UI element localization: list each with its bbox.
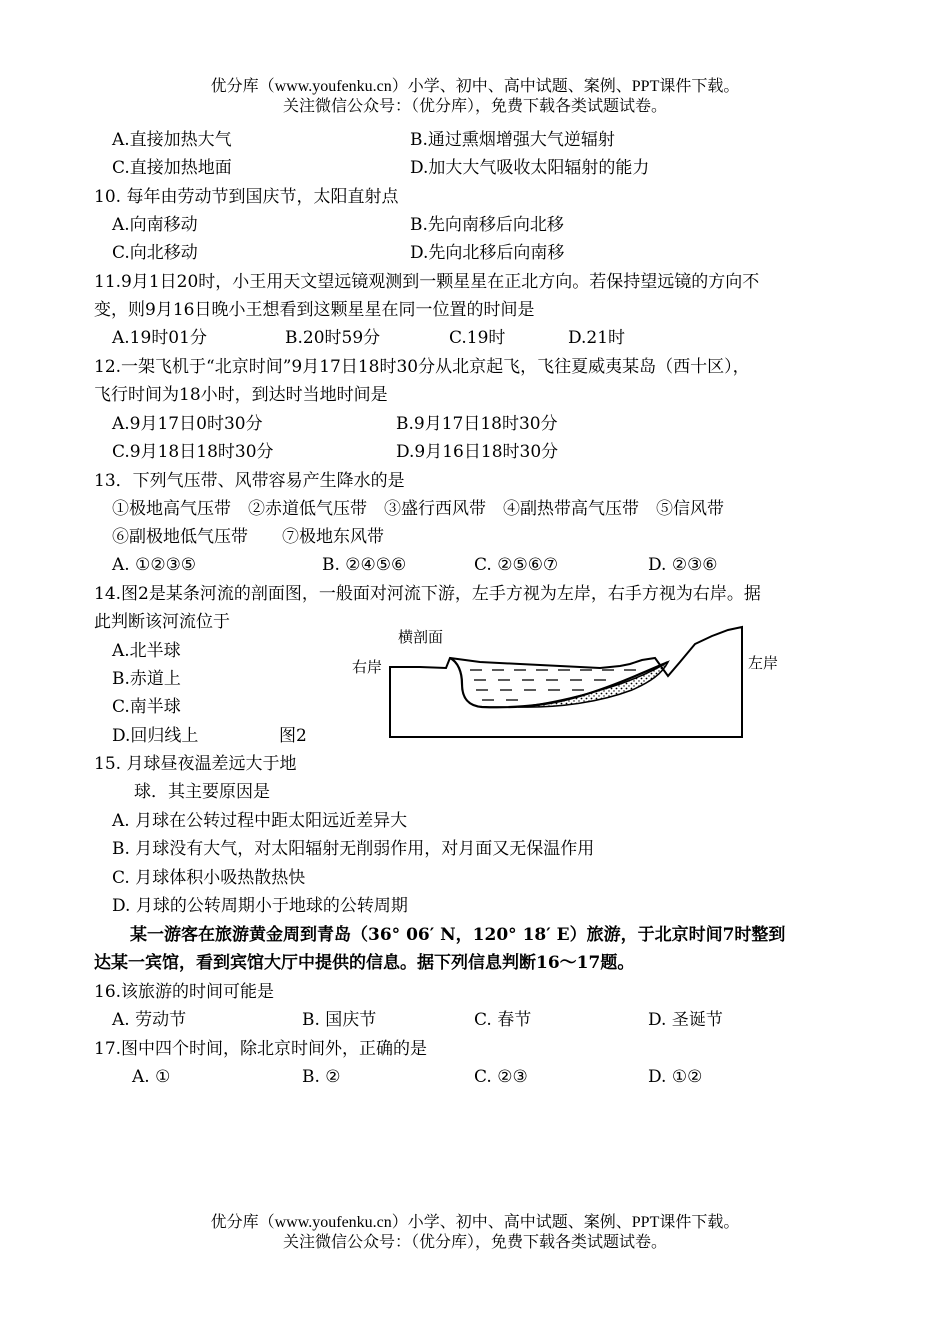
q14-option-b: B.赤道上 — [112, 669, 181, 689]
q11-stem-line-2: 变，则9月16日晚小王想看到这颗星星在同一位置的时间是 — [94, 300, 535, 320]
q11-option-d: D.21时 — [568, 328, 626, 348]
q10-stem: 10. 每年由劳动节到国庆节，太阳直射点 — [94, 187, 399, 207]
q9-option-d: D.加大大气吸收太阳辐射的能力 — [410, 158, 650, 178]
q11-option-b: B.20时59分 — [285, 328, 381, 348]
q13-option-a: A. ①②③⑤ — [112, 555, 197, 575]
footer-line-2: 关注微信公众号：（优分库），免费下载各类试题试卷。 — [282, 1234, 667, 1251]
q15-option-d: D. 月球的公转周期小于地球的公转周期 — [112, 896, 408, 916]
q12-stem-line-2: 飞行时间为18小时，到达时当地时间是 — [94, 385, 388, 405]
q14-figure-label: 图2 — [279, 726, 307, 746]
q12-option-c: C.9月18日18时30分 — [112, 442, 274, 462]
q13-items-line-1: ①极地高气压带 ②赤道低气压带 ③盛行西风带 ④副热带高气压带 ⑤信风带 — [112, 499, 724, 519]
q11-option-c: C.19时 — [449, 328, 506, 348]
left-bank-label: 左岸 — [748, 654, 779, 672]
q16-option-b: B. 国庆节 — [302, 1010, 377, 1030]
q9-option-a: A.直接加热大气 — [112, 130, 232, 150]
sediment-deposit — [518, 662, 668, 707]
q12-option-a: A.9月17日0时30分 — [112, 414, 263, 434]
section-label: 横剖面 — [398, 628, 444, 646]
q17-option-d: D. ①② — [648, 1067, 703, 1087]
passage-line-2: 达某一宾馆，看到宾馆大厅中提供的信息。据下列信息判断16～17题。 — [94, 953, 635, 973]
q9-option-c: C.直接加热地面 — [112, 158, 232, 178]
q14-stem-line-2: 此判断该河流位于 — [94, 612, 230, 632]
q14-option-a: A.北半球 — [112, 641, 181, 661]
q16-stem: 16.该旅游的时间可能是 — [94, 982, 275, 1002]
q10-option-b: B.先向南移后向北移 — [410, 215, 564, 235]
q14-stem-line-1: 14.图2是某条河流的剖面图，一般面对河流下游，左手方视为左岸，右手方视为右岸。据 — [94, 584, 761, 604]
q11-stem-line-1: 11.9月1日20时，小王用天文望远镜观测到一颗星星在正北方向。若保持望远镜的方向不 — [94, 272, 760, 292]
q15-option-c: C. 月球体积小吸热散热快 — [112, 868, 306, 888]
q10-option-c: C.向北移动 — [112, 243, 198, 263]
q16-option-c: C. 春节 — [474, 1010, 532, 1030]
q13-stem: 13．下列气压带、风带容易产生降水的是 — [94, 471, 405, 491]
q16-option-a: A. 劳动节 — [112, 1010, 187, 1030]
right-bank-label: 右岸 — [352, 658, 383, 676]
q17-stem: 17.图中四个时间，除北京时间外，正确的是 — [94, 1039, 428, 1059]
q15-stem-line-1: 15. 月球昼夜温差远大于地 — [94, 754, 297, 774]
q17-option-c: C. ②③ — [474, 1067, 528, 1087]
q17-option-b: B. ② — [302, 1067, 341, 1087]
q14-option-c: C.南半球 — [112, 697, 181, 717]
q9-option-b: B.通过熏烟增强大气逆辐射 — [410, 130, 615, 150]
q15-option-b: B. 月球没有大气，对太阳辐射无削弱作用，对月面又无保温作用 — [112, 839, 595, 859]
q13-items-line-2: ⑥副极地低气压带 ⑦极地东风带 — [112, 527, 384, 547]
q12-stem-line-1: 12.一架飞机于“北京时间”9月17日18时30分从北京起飞，飞往夏威夷某岛（西十区）， — [94, 357, 750, 377]
q12-option-b: B.9月17日18时30分 — [396, 414, 558, 434]
q12-option-d: D.9月16日18时30分 — [396, 442, 559, 462]
q13-option-d: D. ②③⑥ — [648, 555, 718, 575]
river-cross-section-figure — [350, 622, 790, 747]
q14-option-d: D.回归线上 — [112, 726, 199, 746]
header-line-1: 优分库（www.youfenku.cn）小学、初中、高中试题、案例、PPT课件下载。 — [210, 78, 740, 95]
q10-option-a: A.向南移动 — [112, 215, 198, 235]
passage-line-1: 某一游客在旅游黄金周到青岛（36° 06′ N，120° 18′ E）旅游，于北京时间7时整到 — [130, 925, 786, 945]
footer-line-1: 优分库（www.youfenku.cn）小学、初中、高中试题、案例、PPT课件下载。 — [210, 1214, 740, 1231]
q15-option-a: A. 月球在公转过程中距太阳远近差异大 — [112, 811, 408, 831]
q13-option-b: B. ②④⑤⑥ — [322, 555, 407, 575]
header-line-2: 关注微信公众号：（优分库），免费下载各类试题试卷。 — [282, 98, 667, 115]
q10-option-d: D.先向北移后向南移 — [410, 243, 565, 263]
q11-option-a: A.19时01分 — [112, 328, 207, 348]
q15-stem-line-2: 球．其主要原因是 — [134, 782, 270, 802]
q16-option-d: D. 圣诞节 — [648, 1010, 723, 1030]
q17-option-a: A. ① — [132, 1067, 171, 1087]
q13-option-c: C. ②⑤⑥⑦ — [474, 555, 559, 575]
